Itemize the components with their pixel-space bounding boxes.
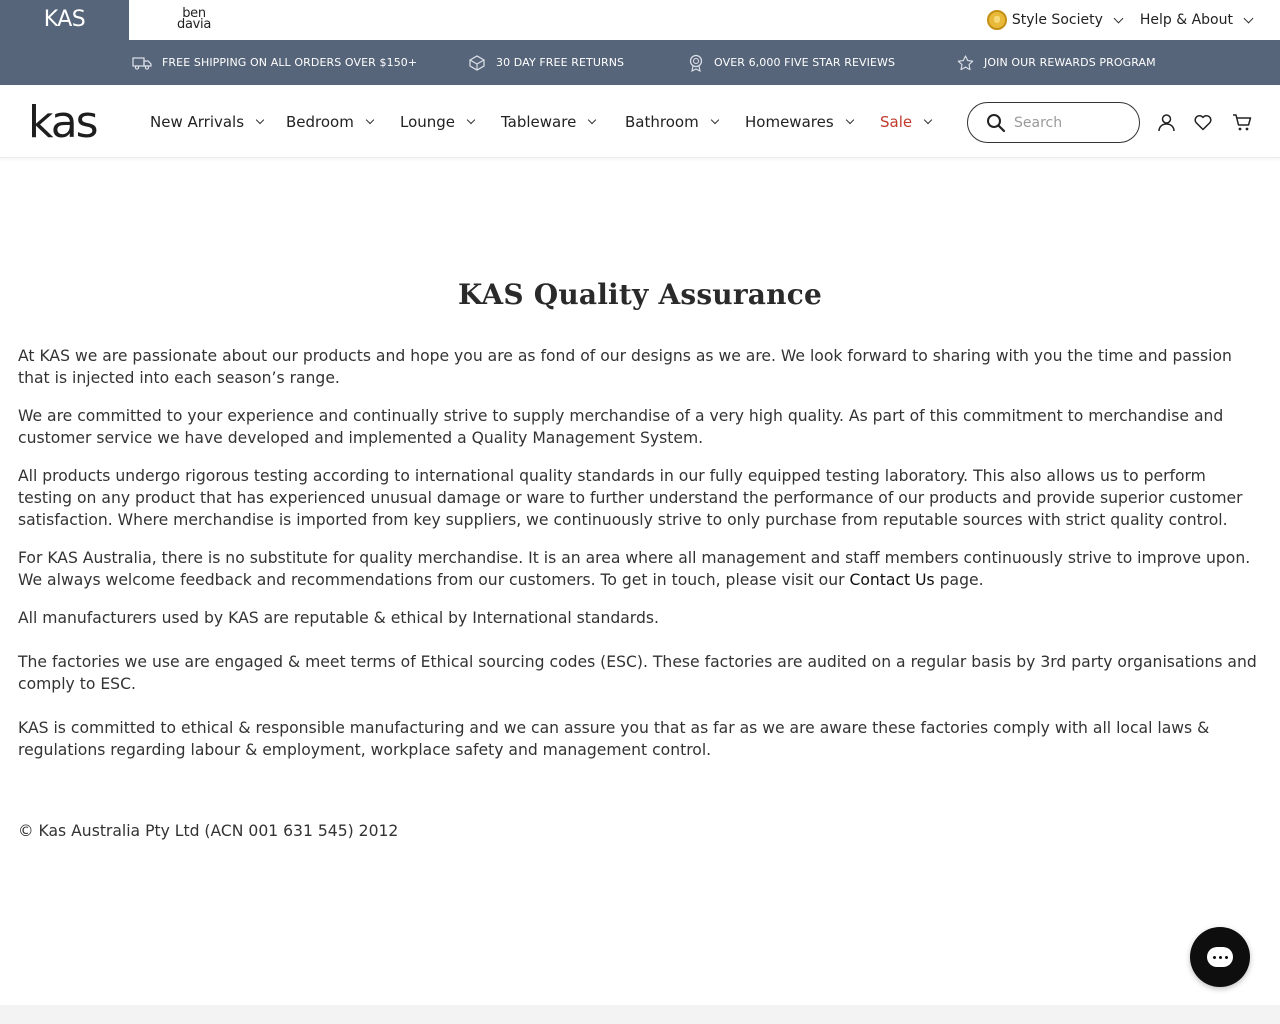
style-society-menu[interactable] xyxy=(987,10,1122,30)
feedback-text: For KAS Australia, there is no substitute for quality merchandise. It is an area where all management and staff members continuously strive to improve upon. We always welcome feedback and recommendations from our customers. To get in touch, please visit our xyxy=(18,549,1251,589)
style-society-badge-icon xyxy=(987,10,1007,30)
quality-assurance-body xyxy=(18,345,1262,777)
paragraph-ethical: KAS is committed to ethical & responsible manufacturing and we can assure you that as far as we are aware these factories comply with all local laws & regulations regarding labour & employment, workplace safety and management control. xyxy=(18,719,1210,759)
page-title: KAS Quality Assurance xyxy=(458,278,822,311)
paragraph-manufacturers: All manufacturers used by KAS are reputable & ethical by International standards. xyxy=(18,609,659,627)
promo-label: 30 DAY FREE RETURNS xyxy=(496,56,625,69)
feedback-suffix: page. xyxy=(934,571,984,589)
copyright-notice: © Kas Australia Pty Ltd (ACN 001 631 545) 2012 xyxy=(18,822,399,840)
promo-rewards[interactable] xyxy=(957,40,1156,85)
nav-label: New Arrivals xyxy=(150,113,245,131)
brand-bd-line1: ben xyxy=(182,6,206,21)
nav-sale[interactable] xyxy=(880,111,931,133)
nav-label: Lounge xyxy=(400,113,456,131)
style-society-label: Style Society xyxy=(1011,12,1103,28)
chevron-down-icon xyxy=(256,116,264,124)
account-button[interactable] xyxy=(1155,111,1177,133)
search-input[interactable] xyxy=(1014,115,1124,131)
chevron-down-icon xyxy=(924,116,932,124)
user-icon xyxy=(1157,113,1176,132)
nav-label: Bedroom xyxy=(286,113,354,131)
utility-nav xyxy=(987,0,1252,40)
nav-lounge[interactable] xyxy=(400,111,474,133)
cart-button[interactable] xyxy=(1231,111,1253,133)
footer-edge xyxy=(0,1005,1280,1024)
promo-bar xyxy=(0,40,1280,85)
nav-homewares[interactable] xyxy=(745,111,853,133)
brand-tab-kas[interactable] xyxy=(0,0,129,40)
search-icon xyxy=(986,113,1006,133)
promo-free-returns[interactable] xyxy=(467,40,624,85)
help-about-menu[interactable] xyxy=(1140,12,1252,28)
promo-reviews[interactable] xyxy=(688,40,895,85)
kas-logo[interactable]: kas xyxy=(28,97,97,148)
chevron-down-icon xyxy=(1244,13,1254,23)
heart-icon xyxy=(1193,113,1213,131)
chevron-down-icon xyxy=(710,116,718,124)
cart-icon xyxy=(1232,113,1253,132)
search-box[interactable] xyxy=(967,102,1140,143)
chat-bubble-icon xyxy=(1207,947,1233,967)
brand-bd-line2: davia xyxy=(177,17,211,32)
brand-kas-label: KAS xyxy=(43,7,86,32)
promo-label: OVER 6,000 FIVE STAR REVIEWS xyxy=(714,56,896,69)
page-content xyxy=(0,158,1280,1005)
nav-bedroom[interactable] xyxy=(286,111,373,133)
promo-label: JOIN OUR REWARDS PROGRAM xyxy=(984,56,1156,69)
nav-label: Sale xyxy=(880,113,913,131)
paragraph-factories: The factories we use are engaged & meet terms of Ethical sourcing codes (ESC). These factories are audited on a regular basis by 3rd party organisations and comply to ESC. xyxy=(18,653,1257,693)
nav-label: Bathroom xyxy=(625,113,699,131)
truck-icon xyxy=(132,56,152,70)
nav-label: Tableware xyxy=(501,113,577,131)
brand-bar xyxy=(0,0,1280,40)
main-navigation xyxy=(0,85,1280,158)
award-ribbon-icon xyxy=(688,54,704,72)
nav-new-arrivals[interactable] xyxy=(150,111,263,133)
help-about-label: Help & About xyxy=(1139,12,1233,28)
nav-tableware[interactable] xyxy=(501,111,595,133)
paragraph-feedback xyxy=(18,547,1262,591)
chat-launcher-button[interactable] xyxy=(1190,927,1250,987)
nav-label: Homewares xyxy=(745,113,834,131)
return-box-icon xyxy=(467,54,486,71)
paragraph-intro: At KAS we are passionate about our products and hope you are as fond of our designs as we are. We look forward to sharing with you the time and passion that is injected into each season’s range. xyxy=(18,347,1232,387)
wishlist-button[interactable] xyxy=(1192,111,1214,133)
chevron-down-icon xyxy=(366,116,374,124)
chevron-down-icon xyxy=(588,116,596,124)
chevron-down-icon xyxy=(1113,13,1123,23)
chevron-down-icon xyxy=(845,116,853,124)
brand-tab-ben-davia[interactable] xyxy=(170,8,218,34)
promo-label: FREE SHIPPING ON ALL ORDERS OVER $150+ xyxy=(162,56,418,69)
paragraph-testing: All products undergo rigorous testing according to international quality standards in our fully equipped testing laboratory. This also allows us to perform testing on any product that has experienced unusual damage or ware to further understand the performance of our products and provide superior customer satisfaction. Where merchandise is imported from key suppliers, we continuously strive to only purchase from reputable sources with strict quality control. xyxy=(18,467,1243,529)
nav-bathroom[interactable] xyxy=(625,111,718,133)
contact-us-link[interactable]: Contact Us xyxy=(849,571,935,589)
chevron-down-icon xyxy=(467,116,475,124)
paragraph-commitment: We are committed to your experience and continually strive to supply merchandise of a very high quality. As part of this commitment to merchandise and customer service we have developed and implemented a Quality Management System. xyxy=(18,407,1224,447)
promo-free-shipping[interactable] xyxy=(132,40,417,85)
star-icon xyxy=(957,55,974,71)
